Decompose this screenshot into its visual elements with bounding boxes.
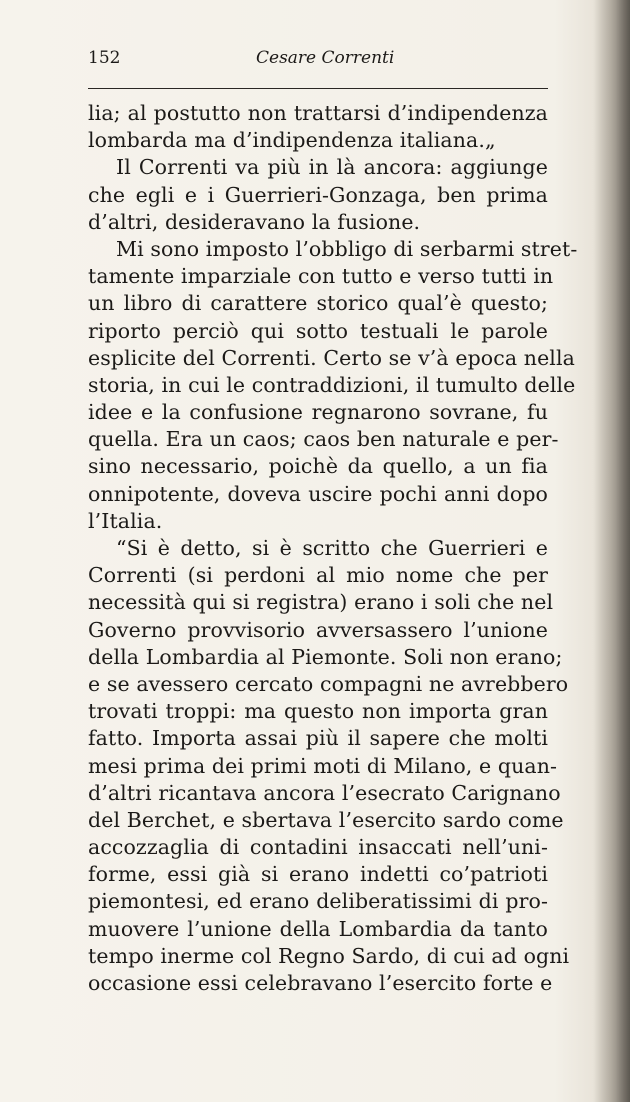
text-line: d’altri ricantava ancora l’esecrato Carignano	[88, 780, 561, 805]
text-line: lia; al postutto non trattarsi d’indipendenza	[88, 101, 548, 125]
header-rule	[88, 88, 548, 89]
page-edge-shadow	[594, 0, 630, 1102]
text-line: Mi sono imposto l’obbligo di serbarmi stret-	[116, 236, 578, 261]
text-line: muovere l’unione della Lombardia da tanto	[88, 916, 548, 941]
text-line: trovati troppi: ma questo non importa gran	[88, 699, 548, 724]
text-line: Il Correnti va più in là ancora: aggiunge	[116, 155, 548, 180]
text-line: accozzaglia di contadini insaccati nell’uni-	[88, 835, 548, 860]
page-number: 152	[88, 48, 121, 68]
text-line: d’altri, desideravano la fusione.	[88, 209, 421, 234]
text-line: l’Italia.	[88, 508, 163, 533]
text-line: idee e la confusione regnarono sovrane, fu	[88, 400, 548, 425]
running-title: Cesare Correnti	[256, 48, 395, 68]
text-line: quella. Era un caos; caos ben naturale e per-	[88, 427, 559, 452]
text-line: Governo provvisorio avversassero l’unione	[88, 617, 548, 642]
text-line: “Si è detto, si è scritto che Guerrieri e	[116, 536, 548, 560]
text-line: e se avessero cercato compagni ne avrebbero	[88, 671, 569, 696]
body-text	[88, 100, 578, 997]
text-line: occasione essi celebravano l’esercito forte e	[88, 971, 553, 995]
text-line: riporto perciò qui sotto testuali le parole	[88, 318, 548, 343]
text-line: piemontesi, ed erano deliberatissimi di pro-	[88, 889, 548, 914]
text-line: che egli e i Guerrieri-Gonzaga, ben prima	[88, 182, 548, 207]
text-line: tamente imparziale con tutto e verso tutti in	[88, 264, 554, 289]
text-line: fatto. Importa assai più il sapere che molti	[88, 726, 548, 751]
text-line: onnipotente, doveva uscire pochi anni dopo	[88, 481, 548, 506]
text-line: esplicite del Correnti. Certo se v’à epoca nella	[88, 345, 575, 370]
text-line: storia, in cui le contraddizioni, il tumulto delle	[88, 372, 576, 397]
text-line: Correnti (si perdoni al mio nome che per	[88, 563, 548, 588]
text-line: tempo inerme col Regno Sardo, di cui ad ogni	[88, 943, 570, 968]
text-line: forme, essi già si erano indetti co’patrioti	[88, 862, 548, 887]
text-line: del Berchet, e sbertava l’esercito sardo come	[88, 807, 564, 832]
text-line: un libro di carattere storico qual’è questo;	[88, 291, 548, 316]
text-line: lombarda ma d’indipendenza italiana.„	[88, 128, 496, 153]
page-header	[88, 48, 548, 74]
text-line: necessità qui si registra) erano i soli che nel	[88, 590, 554, 615]
text-line: sino necessario, poichè da quello, a un fia	[88, 454, 548, 479]
text-line: mesi prima dei primi moti di Milano, e quan-	[88, 753, 558, 778]
text-line: della Lombardia al Piemonte. Soli non erano;	[88, 644, 563, 669]
